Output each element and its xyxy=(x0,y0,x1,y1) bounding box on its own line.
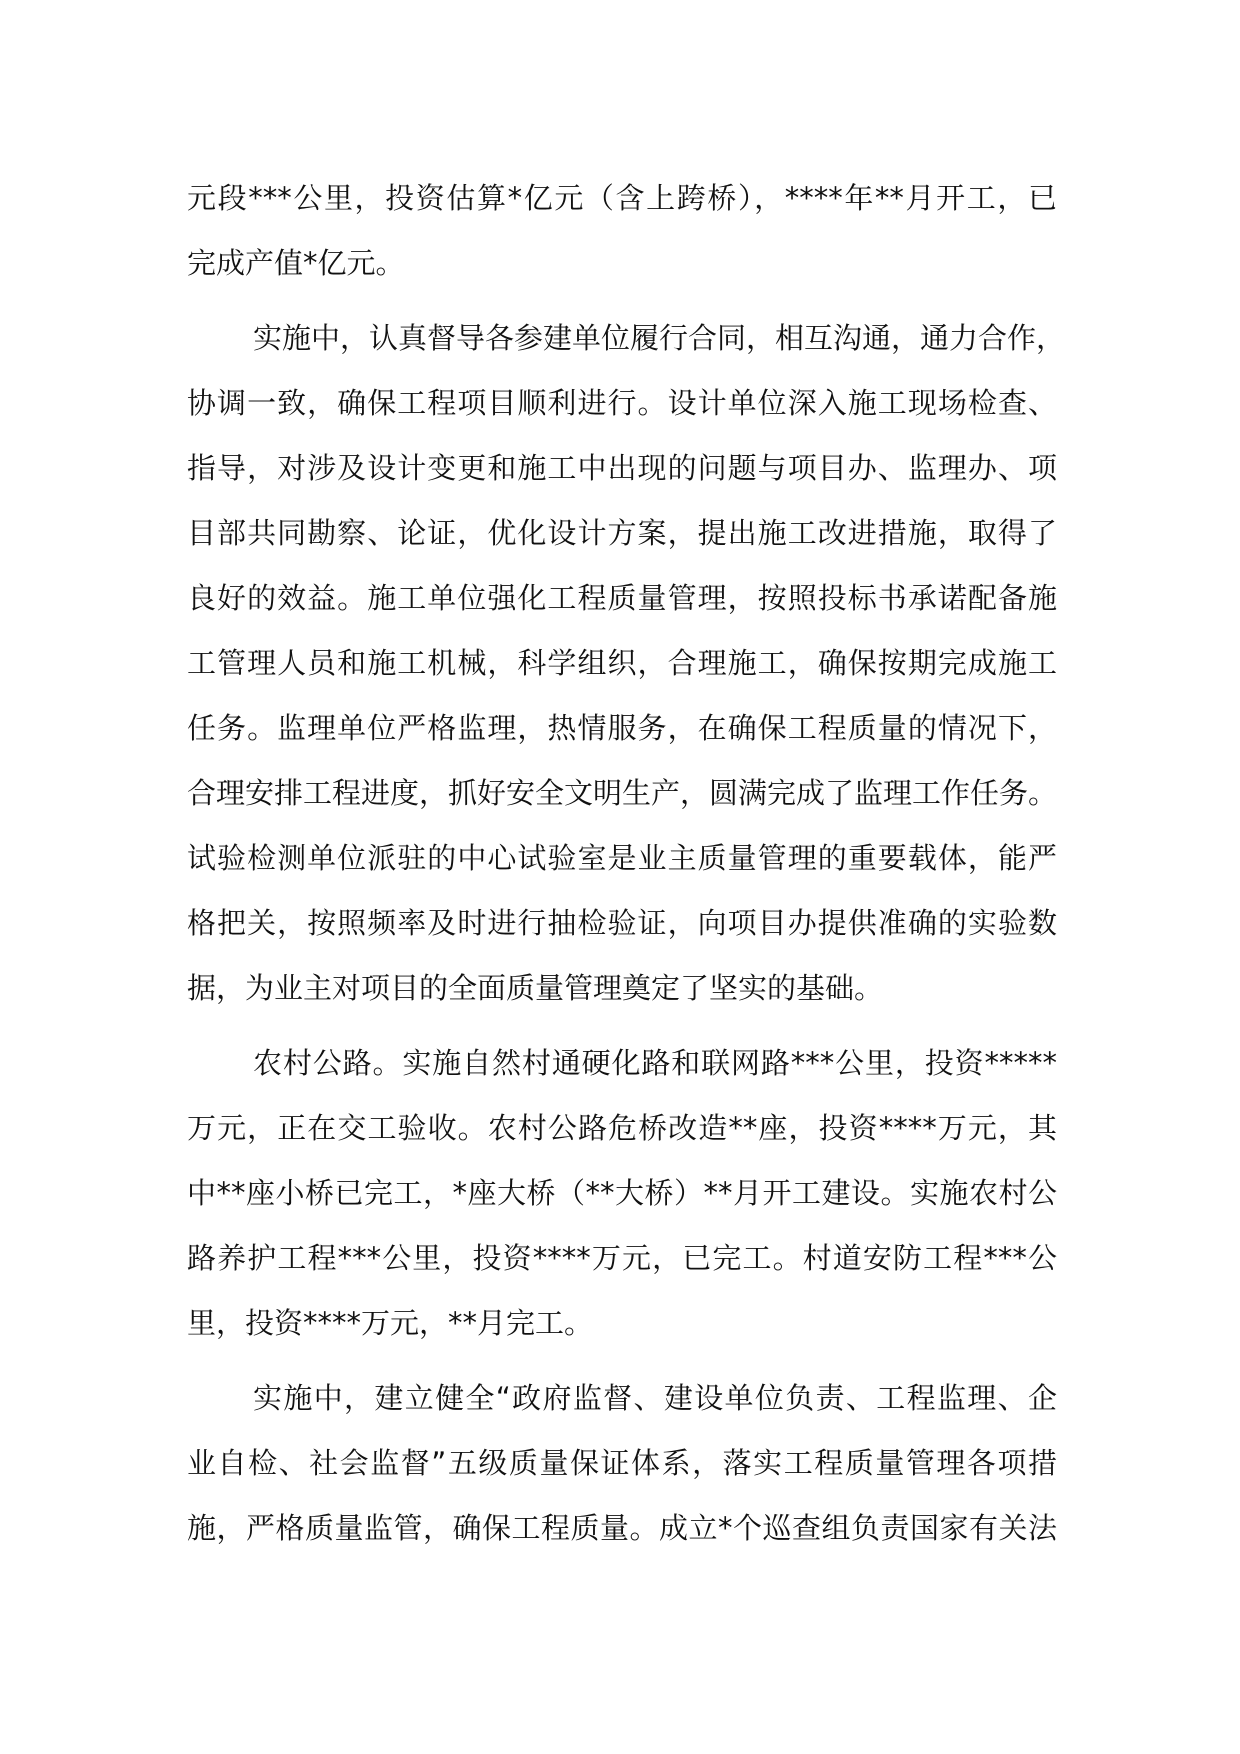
text-line: 施，严格质量监管，确保工程质量。成立*个巡查组负责国家有关法 xyxy=(187,1511,1057,1545)
document-body xyxy=(187,166,1066,1571)
text-line: 据，为业主对项目的全面质量管理奠定了坚实的基础。 xyxy=(187,971,884,1005)
text-line: 里，投资****万元，**月完工。 xyxy=(187,1306,594,1340)
text-line: 中**座小桥已完工，*座大桥（**大桥）**月开工建设。实施农村公 xyxy=(187,1176,1057,1210)
text-line: 合理安排工程进度，抓好安全文明生产，圆满完成了监理工作任务。 xyxy=(187,776,1058,810)
text-line: 元段***公里，投资估算*亿元（含上跨桥），****年**月开工，已 xyxy=(187,181,1057,215)
text-line: 协调一致，确保工程项目顺利进行。设计单位深入施工现场检查、 xyxy=(187,386,1057,420)
text-line: 良好的效益。施工单位强化工程质量管理，按照投标书承诺配备施 xyxy=(187,581,1057,615)
text-line: 试验检测单位派驻的中心试验室是业主质量管理的重要载体，能严 xyxy=(187,841,1057,875)
text-line: 工管理人员和施工机械，科学组织，合理施工，确保按期完成施工 xyxy=(187,646,1057,680)
text-line: 实施中，认真督导各参建单位履行合同，相互沟通，通力合作， xyxy=(253,321,1066,355)
paragraph-rural-roads xyxy=(187,1031,1057,1356)
text-line: 万元，正在交工验收。农村公路危桥改造**座，投资****万元，其 xyxy=(187,1111,1057,1145)
text-line: 完成产值*亿元。 xyxy=(187,246,405,280)
paragraph-implementation xyxy=(187,306,1066,1021)
paragraph-quality-system xyxy=(187,1366,1057,1561)
paragraph-project-summary xyxy=(187,166,1057,296)
text-line: 实施中，建立健全“政府监督、建设单位负责、工程监理、企 xyxy=(253,1381,1057,1415)
text-line: 目部共同勘察、论证，优化设计方案，提出施工改进措施，取得了 xyxy=(187,516,1057,550)
text-line: 指导，对涉及设计变更和施工中出现的问题与项目办、监理办、项 xyxy=(187,451,1057,485)
text-line: 格把关，按照频率及时进行抽检验证，向项目办提供准确的实验数 xyxy=(187,906,1057,940)
text-line: 任务。监理单位严格监理，热情服务，在确保工程质量的情况下， xyxy=(187,711,1057,745)
text-line: 路养护工程***公里，投资****万元，已完工。村道安防工程***公 xyxy=(187,1241,1057,1275)
text-line: 农村公路。实施自然村通硬化路和联网路***公里，投资***** xyxy=(253,1046,1057,1080)
text-line: 业自检、社会监督”五级质量保证体系，落实工程质量管理各项措 xyxy=(187,1446,1057,1480)
